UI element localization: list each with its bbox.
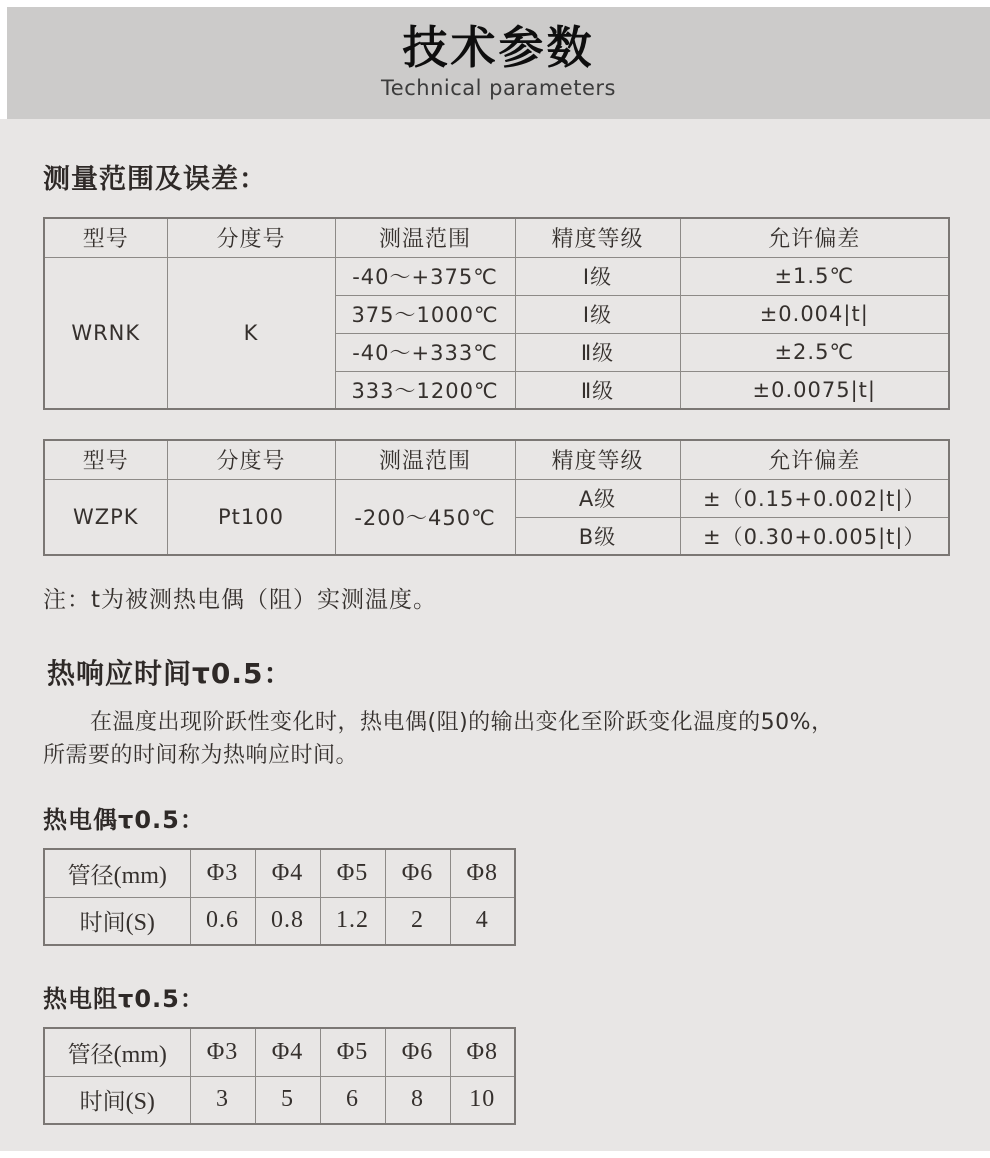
pipe-diameter-unit: (mm) [113,862,167,889]
page-subtitle: Technical parameters [381,76,616,100]
deviation-cell: ±1.5℃ [680,257,949,295]
content-area [0,119,990,1151]
col-header-graduation: 分度号 [167,440,335,479]
table-row [44,1028,515,1076]
col-header-graduation: 分度号 [167,218,335,257]
time-cell: 3 [190,1076,255,1124]
range-cell: 333～1200℃ [335,371,515,409]
diameter-cell: Φ4 [255,849,320,897]
wrnk-spec-table [43,217,950,410]
time-cell: 2 [385,897,450,945]
time-unit: (S) [125,910,155,937]
time-label: 时间 [79,1089,126,1116]
time-unit: (S) [125,1089,155,1116]
diameter-cell: Φ4 [255,1028,320,1076]
deviation-cell: ±0.0075|t| [680,371,949,409]
page-header [7,7,990,119]
pipe-diameter-label: 管径 [67,1041,114,1068]
deviation-cell: ±（0.30+0.005|t|） [680,517,949,555]
time-cell: 6 [320,1076,385,1124]
time-cell: 10 [450,1076,515,1124]
response-description-line2: 所需要的时间称为热响应时间。 [43,743,359,768]
grade-cell: Ⅱ级 [515,333,680,371]
note-text: 注：t为被测热电偶（阻）实测温度。 [43,587,438,613]
col-header-model: 型号 [44,440,167,479]
time-header-cell [44,1076,190,1124]
time-cell: 0.6 [190,897,255,945]
model-cell: WZPK [44,479,167,555]
time-cell: 0.8 [255,897,320,945]
diameter-cell: Φ8 [450,1028,515,1076]
deviation-cell: ±0.004|t| [680,295,949,333]
response-description-line1: 在温度出现阶跃性变化时，热电偶(阻)的输出变化至阶跃变化温度的50%， [90,710,834,735]
pipe-diameter-header-cell [44,849,190,897]
table-row [44,897,515,945]
range-cell: -40～+333℃ [335,333,515,371]
table-row [44,1076,515,1124]
grade-cell: Ⅱ级 [515,371,680,409]
graduation-cell: Pt100 [167,479,335,555]
time-label: 时间 [79,910,126,937]
time-cell: 5 [255,1076,320,1124]
wzpk-spec-table [43,439,950,556]
col-header-deviation: 允许偏差 [680,440,949,479]
model-cell: WRNK [44,257,167,409]
table-header-row [44,218,949,257]
diameter-cell: Φ8 [450,849,515,897]
resistance-response-table [43,1027,516,1125]
response-time-heading: 热响应时间τ0.5： [47,657,293,690]
table-row [44,257,949,295]
grade-cell: B级 [515,517,680,555]
grade-cell: Ⅰ级 [515,257,680,295]
col-header-range: 测温范围 [335,218,515,257]
grade-cell: A级 [515,479,680,517]
thermocouple-subheading: 热电偶τ0.5： [43,806,205,834]
range-cell: -200～450℃ [335,479,515,555]
diameter-cell: Φ3 [190,1028,255,1076]
time-cell: 4 [450,897,515,945]
diameter-cell: Φ5 [320,1028,385,1076]
range-cell: -40～+375℃ [335,257,515,295]
time-cell: 1.2 [320,897,385,945]
graduation-cell: K [167,257,335,409]
thermocouple-response-table [43,848,516,946]
grade-cell: Ⅰ级 [515,295,680,333]
range-cell: 375～1000℃ [335,295,515,333]
diameter-cell: Φ6 [385,849,450,897]
diameter-cell: Φ3 [190,849,255,897]
deviation-cell: ±2.5℃ [680,333,949,371]
page-title: 技术参数 [402,21,595,74]
diameter-cell: Φ6 [385,1028,450,1076]
table-row [44,479,949,517]
table-header-row [44,440,949,479]
measurement-range-heading: 测量范围及误差： [43,164,267,195]
pipe-diameter-header-cell [44,1028,190,1076]
col-header-grade: 精度等级 [515,218,680,257]
col-header-range: 测温范围 [335,440,515,479]
resistance-subheading: 热电阻τ0.5： [43,985,205,1013]
deviation-cell: ±（0.15+0.002|t|） [680,479,949,517]
diameter-cell: Φ5 [320,849,385,897]
pipe-diameter-label: 管径 [67,862,114,889]
pipe-diameter-unit: (mm) [113,1041,167,1068]
table-row [44,849,515,897]
col-header-grade: 精度等级 [515,440,680,479]
col-header-deviation: 允许偏差 [680,218,949,257]
col-header-model: 型号 [44,218,167,257]
time-cell: 8 [385,1076,450,1124]
time-header-cell [44,897,190,945]
